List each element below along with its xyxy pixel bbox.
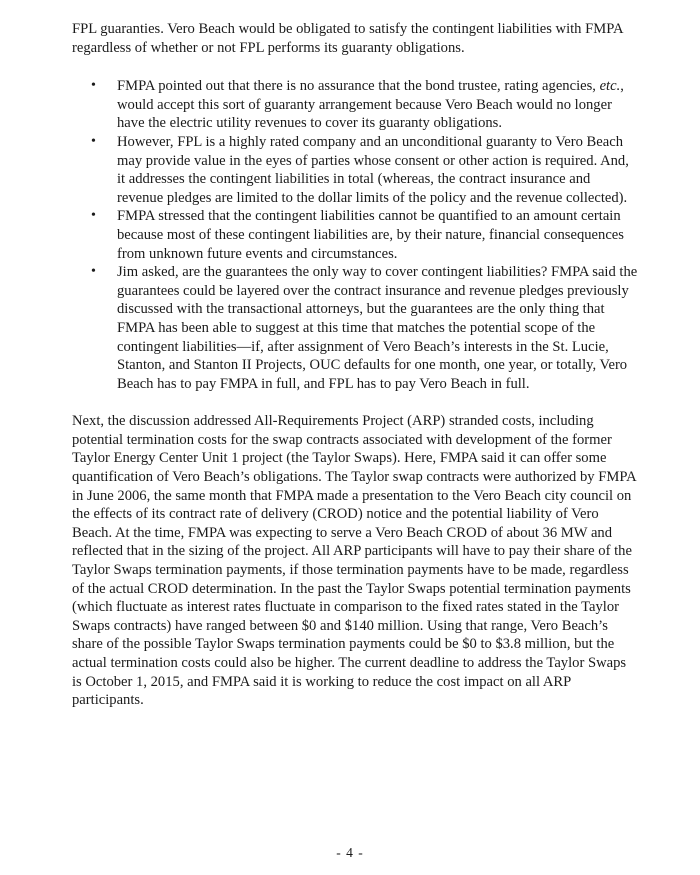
bullet-item xyxy=(72,77,638,133)
bullet-dot-icon: • xyxy=(91,133,96,149)
bullet-text: FMPA stressed that the contingent liabilities cannot be quantified to an amount certain because most of these contingent liabilities are, by their nature, financial consequences from unknown future events and circumstances. xyxy=(117,208,624,262)
bullet-dot-icon: • xyxy=(91,78,96,94)
bullet-list xyxy=(72,77,638,393)
bullet-item xyxy=(72,207,638,263)
bullet-text: , would accept this sort of guaranty arrangement because Vero Beach would no longer have the electric utility revenues to cover its guaranty obligations. xyxy=(117,78,624,132)
intro-paragraph: FPL guaranties. Vero Beach would be obligated to satisfy the contingent liabilities with FMPA regardless of whether or not FPL performs its guaranty obligations. xyxy=(72,21,623,56)
document-page xyxy=(72,20,638,710)
bullet-dot-icon: • xyxy=(91,264,96,280)
bullet-dot-icon: • xyxy=(91,208,96,224)
bullet-text: FMPA pointed out that there is no assurance that the bond trustee, rating agencies, xyxy=(117,78,600,95)
page-number: - 4 - xyxy=(336,845,364,860)
bullet-item xyxy=(72,133,638,207)
bullet-italic-text: etc. xyxy=(599,78,621,95)
bullet-text: However, FPL is a highly rated company and an unconditional guaranty to Vero Beach may provide value in the eyes of parties whose consent or other action is required. And, it addresses the contingent liabilities in total (whereas, the contract insurance and revenue pledges are limited to the dollar limits of the policy and the revenue collected). xyxy=(117,133,629,206)
bullet-text: Jim asked, are the guarantees the only way to cover contingent liabilities? FMPA said the guarantees could be layered over the contract insurance and revenue pledges previously discussed with the transactional attorneys, but the guarantees are the only thing that FMPA has been able to suggest at this time that matches the potential scope of the contingent liabilities—if, after assignment of Vero Beach’s interests in the St. Lucie, Stanton, and Stanton II Projects, OUC defaults for one month, one year, or totally, Vero Beach has to pay FMPA in full, and FPL has to pay Vero Beach in full. xyxy=(117,264,638,392)
body-paragraph: Next, the discussion addressed All-Requirements Project (ARP) stranded costs, including potential termination costs for the swap contracts associated with development of the former Taylor Energy Center Unit 1 project (the Taylor Swaps). Here, FMPA said it can offer some quantification of Vero Beach’s obligations. The Taylor swap contracts were authorized by FMPA in June 2006, the same month that FMPA made a presentation to the Vero Beach city council on the effects of its contract rate of delivery (CROD) notice and the potential liability of Vero Beach. At the time, FMPA was expecting to serve a Vero Beach CROD of about 36 MW and reflected that in the sizing of the project. All ARP participants will have to pay their share of the Taylor Swaps termination payments, if those termination payments have to be made, regardless of the actual CROD determination. In the past the Taylor Swaps potential termination payments (which fluctuate as interest rates fluctuate in comparison to the fixed rates stated in the Taylor Swaps contracts) have ranged between $0 and $140 million. Using that range, Vero Beach’s share of the possible Taylor Swaps termination payments could be $0 to $3.8 million, but the actual termination costs could also be higher. The current deadline to address the Taylor Swaps is October 1, 2015, and FMPA said it is working to reduce the cost impact on all ARP participants. xyxy=(72,413,636,709)
bullet-item xyxy=(72,263,638,393)
